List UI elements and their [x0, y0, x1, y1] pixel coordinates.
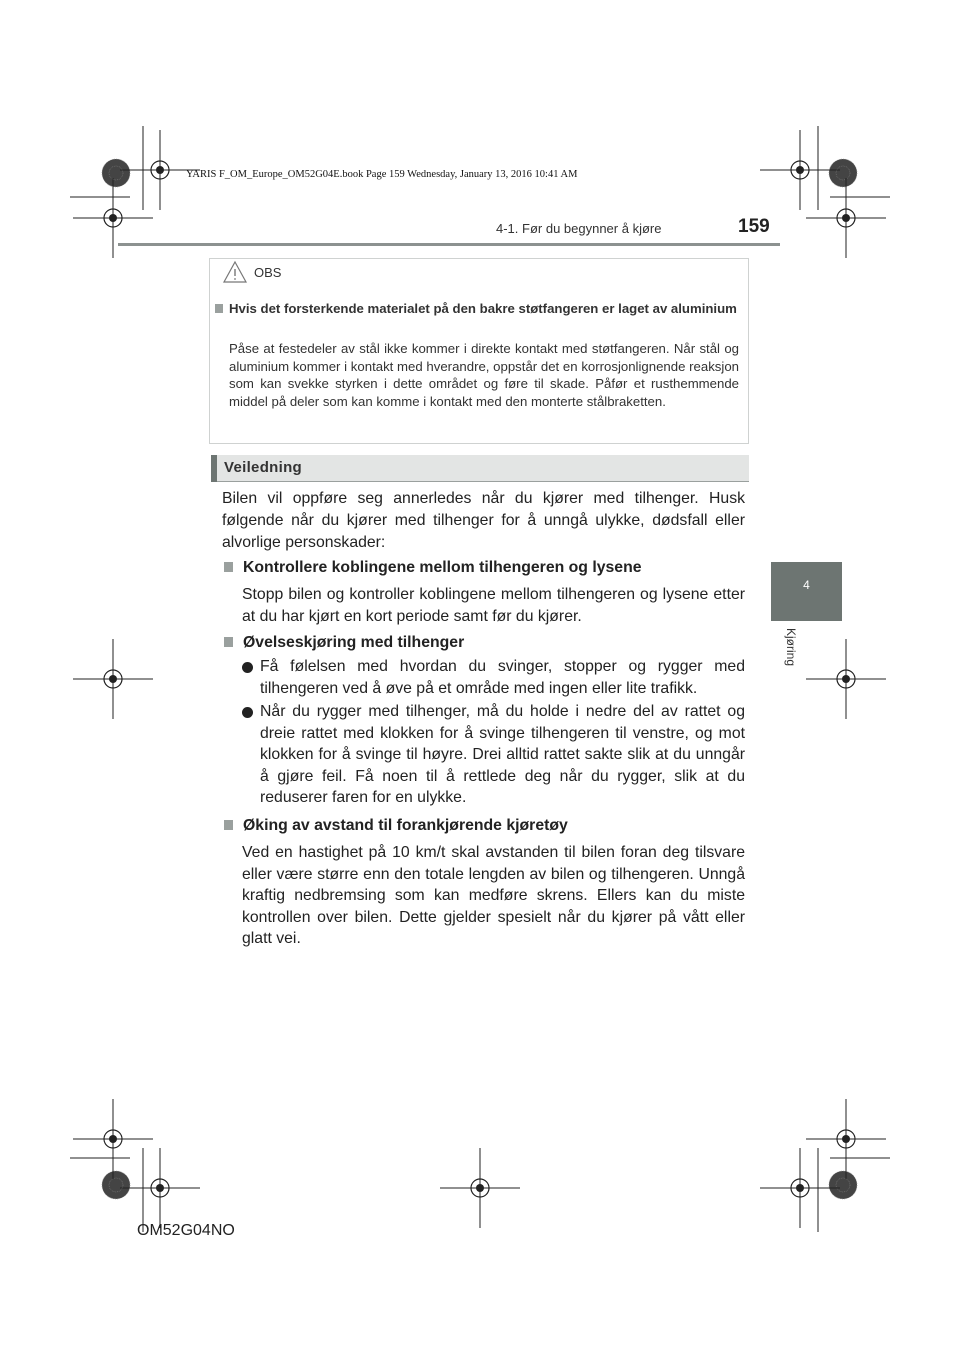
warning-header [222, 258, 281, 286]
paragraph: Ved en hastighet på 10 km/t skal avstanden til bilen foran deg tilsvare eller være større enn den totale lengden av bilen og tilhengeren. Unngå kraftig nedbremsing som kan medføre skrens. Ellers kan du miste kontrollen over bilen. Dette gjelder spesielt når du kjører på vått eller glatt vei. [242, 844, 745, 948]
square-bullet-icon [215, 304, 223, 313]
chapter-number: 4 [803, 578, 810, 592]
section-bar-marker [211, 455, 217, 482]
square-bullet-icon [224, 562, 233, 572]
list-item-text: Få følelsen med hvordan du svinger, stopper og rygger med tilhengeren ved å øve på et område med ingen eller lite trafikk. [260, 658, 745, 697]
list-item-text: Når du rygger med tilhenger, må du holde i nedre del av rattet og dreie rattet med klokken for å svinge tilhengeren til venstre, og mot klokken for å svinge til høyre. Drei alltid rattet sakte slik at du unngår å gjøre feil. Få noen til å rettlede deg når du rygger, slik at du reduserer faren for en ulykke. [260, 703, 745, 807]
subheading-text: Øvelseskjøring med tilhenger [243, 634, 465, 651]
chapter-label: Kjøring [784, 628, 798, 667]
registration-mark-icon [440, 1148, 520, 1228]
subheading-text: Kontrollere koblingene mellom tilhengeren og lysene [243, 559, 642, 576]
color-wheel-icon [829, 1171, 857, 1199]
intro-paragraph: Bilen vil oppføre seg annerledes når du kjører med tilhenger. Husk følgende når du kjører med tilhenger for å unngå ulykke, dødsfall eller alvorlige personskader: [222, 490, 745, 551]
document-code: OM52G04NO [137, 1222, 235, 1239]
bullet-dot-icon [242, 707, 253, 718]
header-rule [118, 243, 780, 246]
registration-mark-icon [760, 130, 840, 210]
color-wheel-icon [829, 159, 857, 187]
warning-heading-text: Hvis det forsterkende materialet på den bakre støtfangeren er laget av aluminium [229, 301, 737, 316]
registration-mark-icon [806, 639, 886, 719]
list-item [260, 701, 745, 809]
list-item [260, 656, 745, 699]
square-bullet-icon [224, 637, 233, 647]
subheading [224, 817, 568, 835]
registration-mark-icon [120, 1148, 200, 1228]
subheading [224, 559, 642, 577]
color-wheel-icon [102, 159, 130, 187]
registration-mark-icon [73, 178, 153, 258]
bullet-dot-icon [242, 662, 253, 673]
registration-mark-icon [73, 1099, 153, 1179]
square-bullet-icon [224, 820, 233, 830]
subheading [224, 634, 464, 652]
warning-title: OBS [254, 264, 282, 280]
registration-mark-icon [760, 1148, 840, 1228]
subheading-text: Øking av avstand til forankjørende kjøretøy [243, 817, 568, 834]
file-info: YARIS F_OM_Europe_OM52G04E.book Page 159 Wednesday, January 13, 2016 10:41 AM [186, 169, 578, 180]
section-title-guidance: Veiledning [224, 459, 303, 476]
warning-body: Påse at festedeler av stål ikke kommer i direkte kontakt med støtfangeren. Når stål og aluminium kommer i kontakt med hverandre, oppstår det en korrosjonlignende reaksjon som kan svekke styrken i dette området og føre til skade. Påfør et rusthemmende middel på deler som kan komme i kontakt med den monterte stålbraketten. [229, 341, 739, 409]
color-wheel-icon [102, 1171, 130, 1199]
warning-heading [215, 300, 745, 318]
page-number: 159 [738, 216, 770, 237]
registration-mark-icon [73, 639, 153, 719]
section-title: 4-1. Før du begynner å kjøre [496, 221, 662, 236]
warning-triangle-icon [222, 260, 248, 284]
paragraph: Stopp bilen og kontroller koblingene mellom tilhengeren og lysene etter at du har kjørt en kort periode samt før du kjører. [242, 586, 745, 625]
